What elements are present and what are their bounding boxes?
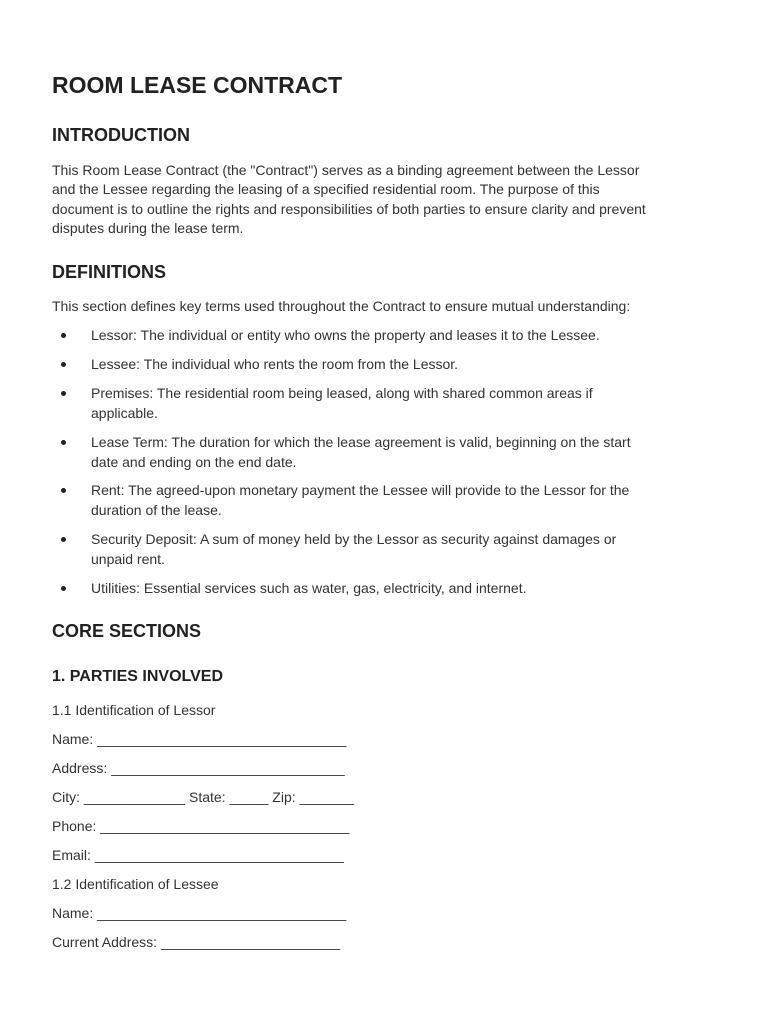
list-item-lease-term <box>52 432 631 472</box>
list-item-premises <box>52 383 593 423</box>
lessee-subheading: 1.2 Identification of Lessee <box>52 876 219 892</box>
list-item-lessor <box>52 325 600 345</box>
list-item-lessee <box>52 354 458 374</box>
definitions-intro: This section defines key terms used throughout the Contract to ensure mutual understanding: <box>52 298 631 314</box>
lessee-current-address-field: Current Address: _______________________ <box>52 934 341 950</box>
definition-rent-line-2: duration of the lease. <box>91 502 222 518</box>
lessor-name-field: Name: ________________________________ <box>52 731 347 747</box>
introduction-heading: INTRODUCTION <box>52 125 190 145</box>
bullet-icon <box>61 333 66 338</box>
definition-premises-line-1: Premises: The residential room being leased, along with shared common areas if <box>91 385 593 401</box>
lessor-city-state-zip-field: City: _____________ State: _____ Zip: _______ <box>52 789 355 805</box>
definition-utilities: Utilities: Essential services such as water, gas, electricity, and internet. <box>91 580 527 596</box>
lessee-name-field: Name: ________________________________ <box>52 905 347 921</box>
definition-rent-line-1: Rent: The agreed-upon monetary payment the Lessee will provide to the Lessor for the <box>91 482 630 498</box>
bullet-icon <box>61 391 66 396</box>
introduction-line-2: and the Lessee regarding the leasing of a specified residential room. The purpose of this <box>52 181 600 197</box>
list-item-security-deposit <box>52 529 616 569</box>
bullet-icon <box>61 586 66 591</box>
definition-security-deposit-line-1: Security Deposit: A sum of money held by the Lessor as security against damages or <box>91 531 617 547</box>
bullet-icon <box>61 440 66 445</box>
list-item-utilities <box>52 578 526 598</box>
bullet-icon <box>61 362 66 367</box>
bullet-icon <box>61 537 66 542</box>
definition-lease-term-line-2: date and ending on the end date. <box>91 454 297 470</box>
introduction-line-1: This Room Lease Contract (the "Contract") serves as a binding agreement between the Lessor <box>52 162 640 178</box>
core-sections-heading: CORE SECTIONS <box>52 621 202 641</box>
parties-involved-heading: 1. PARTIES INVOLVED <box>52 668 223 685</box>
definitions-heading: DEFINITIONS <box>52 262 167 282</box>
definition-lessor: Lessor: The individual or entity who owns the property and leases it to the Lessee. <box>91 327 600 343</box>
definition-lessee: Lessee: The individual who rents the room from the Lessor. <box>91 356 459 372</box>
bullet-icon <box>61 488 66 493</box>
introduction-line-4: disputes during the lease term. <box>52 220 244 236</box>
lessor-phone-field: Phone: ________________________________ <box>52 818 350 834</box>
lessor-subheading: 1.1 Identification of Lessor <box>52 702 216 718</box>
introduction-line-3: document is to outline the rights and responsibilities of both parties to ensure clarity and prevent <box>52 201 646 217</box>
definition-security-deposit-line-2: unpaid rent. <box>91 551 165 567</box>
lessor-address-field: Address: ______________________________ <box>52 760 345 776</box>
definition-premises-line-2: applicable. <box>91 405 158 421</box>
definition-lease-term-line-1: Lease Term: The duration for which the lease agreement is valid, beginning on the start <box>91 434 631 450</box>
lessor-email-field: Email: ________________________________ <box>52 847 344 863</box>
list-item-rent <box>52 480 629 520</box>
document-title: ROOM LEASE CONTRACT <box>52 72 343 98</box>
